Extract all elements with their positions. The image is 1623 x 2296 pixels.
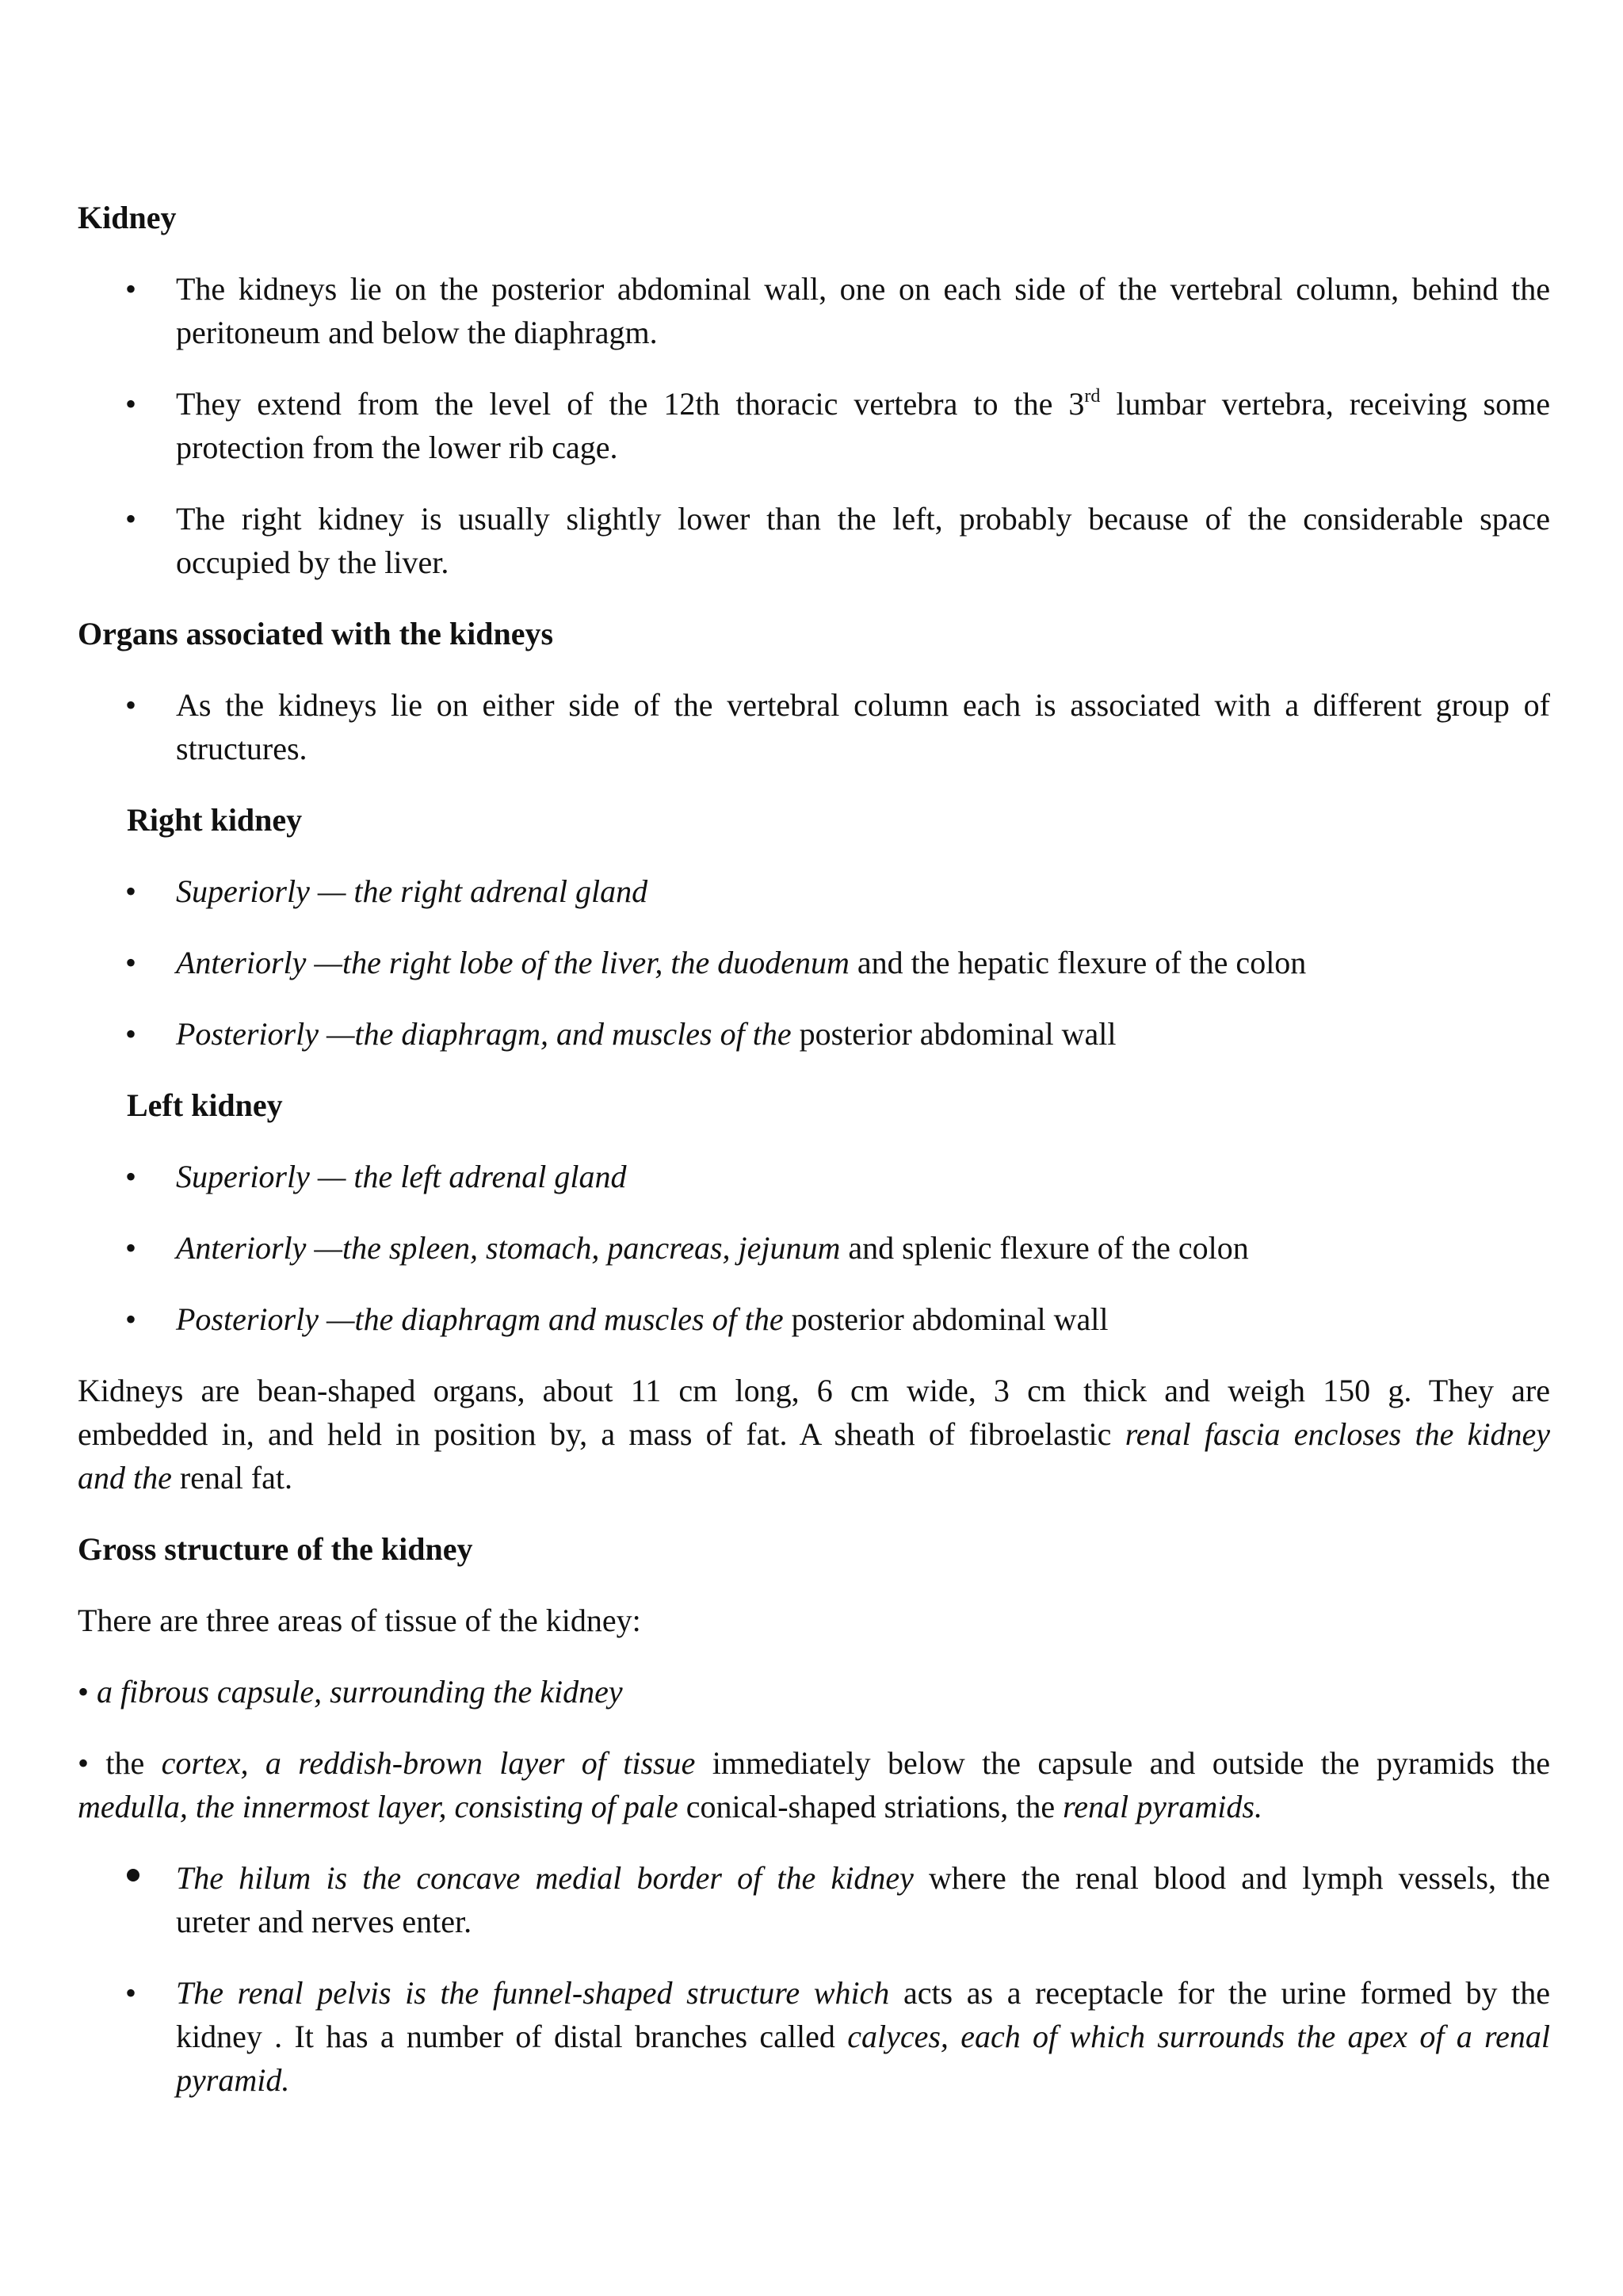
subheading-right-kidney: Right kidney <box>127 802 303 838</box>
kidney-bullet-3-line-2: occupied by the liver. <box>176 544 449 580</box>
bullet-marker: • <box>125 1975 137 2011</box>
gross-structure-intro: There are three areas of tissue of the kidney: <box>78 1603 641 1638</box>
organs-bullet-line-1: As the kidneys lie on either side of the vertebral column each is associated with a different group of <box>176 687 1550 723</box>
bullet-marker: • <box>125 1016 137 1052</box>
section-heading-organs: Organs associated with the kidneys <box>78 616 554 651</box>
bullet-marker: • <box>125 271 137 307</box>
kidney-bullet-2-line-1: They extend from the level of the 12th thoracic vertebra to the 3rd lumbar vertebra, receiving some <box>176 385 1550 422</box>
bullet-marker: • <box>125 873 137 909</box>
cortex-paragraph-line-1: • the cortex, a reddish-brown layer of tissue immediately below the capsule and outside the pyramids the <box>78 1745 1551 1781</box>
section-heading-gross-structure: Gross structure of the kidney <box>78 1531 473 1567</box>
hilum-bullet-line-1: The hilum is the concave medial border of the kidney where the renal blood and lymph vessels, the <box>176 1860 1550 1896</box>
right-kidney-anteriorly: Anteriorly —the right lobe of the liver, the duodenum and the hepatic flexure of the colon <box>176 945 1307 980</box>
round-bullet-icon <box>127 1869 139 1881</box>
kidney-bullet-3-line-1: The right kidney is usually slightly lower than the left, probably because of the considerable space <box>176 501 1550 537</box>
bullet-marker: • <box>125 501 137 537</box>
bullet-marker: • <box>125 1301 137 1337</box>
pelvis-bullet-line-2: kidney . It has a number of distal branches called calyces, each of which surrounds the apex of a renal <box>176 2019 1550 2054</box>
left-kidney-posteriorly: Posteriorly —the diaphragm and muscles of the posterior abdominal wall <box>176 1301 1109 1337</box>
subheading-left-kidney: Left kidney <box>127 1087 283 1123</box>
organs-bullet-line-2: structures. <box>176 731 307 766</box>
bullet-marker: • <box>125 1230 137 1266</box>
size-paragraph-line-3: and the renal fat. <box>78 1460 293 1496</box>
capsule-line: • a fibrous capsule, surrounding the kidney <box>78 1674 623 1710</box>
bullet-marker: • <box>125 687 137 723</box>
pelvis-bullet-line-1: The renal pelvis is the funnel-shaped structure which acts as a receptacle for the urine formed by the <box>176 1975 1550 2011</box>
size-paragraph-line-1: Kidneys are bean-shaped organs, about 11 cm long, 6 cm wide, 3 cm thick and weigh 150 g. They are <box>78 1373 1550 1408</box>
section-heading-kidney: Kidney <box>78 200 177 235</box>
kidney-bullet-1-line-2: peritoneum and below the diaphragm. <box>176 315 658 350</box>
bullet-marker: • <box>125 386 137 422</box>
cortex-paragraph-line-2: medulla, the innermost layer, consisting of pale conical-shaped striations, the renal pyramids. <box>78 1789 1262 1824</box>
bullet-marker: • <box>125 945 137 980</box>
kidney-bullet-1-line-1: The kidneys lie on the posterior abdominal wall, one on each side of the vertebral column, behind the <box>176 271 1550 307</box>
right-kidney-superiorly: Superiorly — the right adrenal gland <box>176 873 648 909</box>
kidney-bullet-2-line-2: protection from the lower rib cage. <box>176 430 618 465</box>
right-kidney-posteriorly: Posteriorly —the diaphragm, and muscles of the posterior abdominal wall <box>176 1016 1117 1052</box>
left-kidney-superiorly: Superiorly — the left adrenal gland <box>176 1159 627 1194</box>
bullet-marker: • <box>125 1159 137 1194</box>
pelvis-bullet-line-3: pyramid. <box>176 2062 290 2098</box>
size-paragraph-line-2: embedded in, and held in position by, a mass of fat. A sheath of fibroelastic renal fascia encloses the kidney <box>78 1416 1550 1452</box>
left-kidney-anteriorly: Anteriorly —the spleen, stomach, pancreas, jejunum and splenic flexure of the colon <box>176 1230 1249 1266</box>
hilum-bullet-line-2: ureter and nerves enter. <box>176 1904 472 1939</box>
